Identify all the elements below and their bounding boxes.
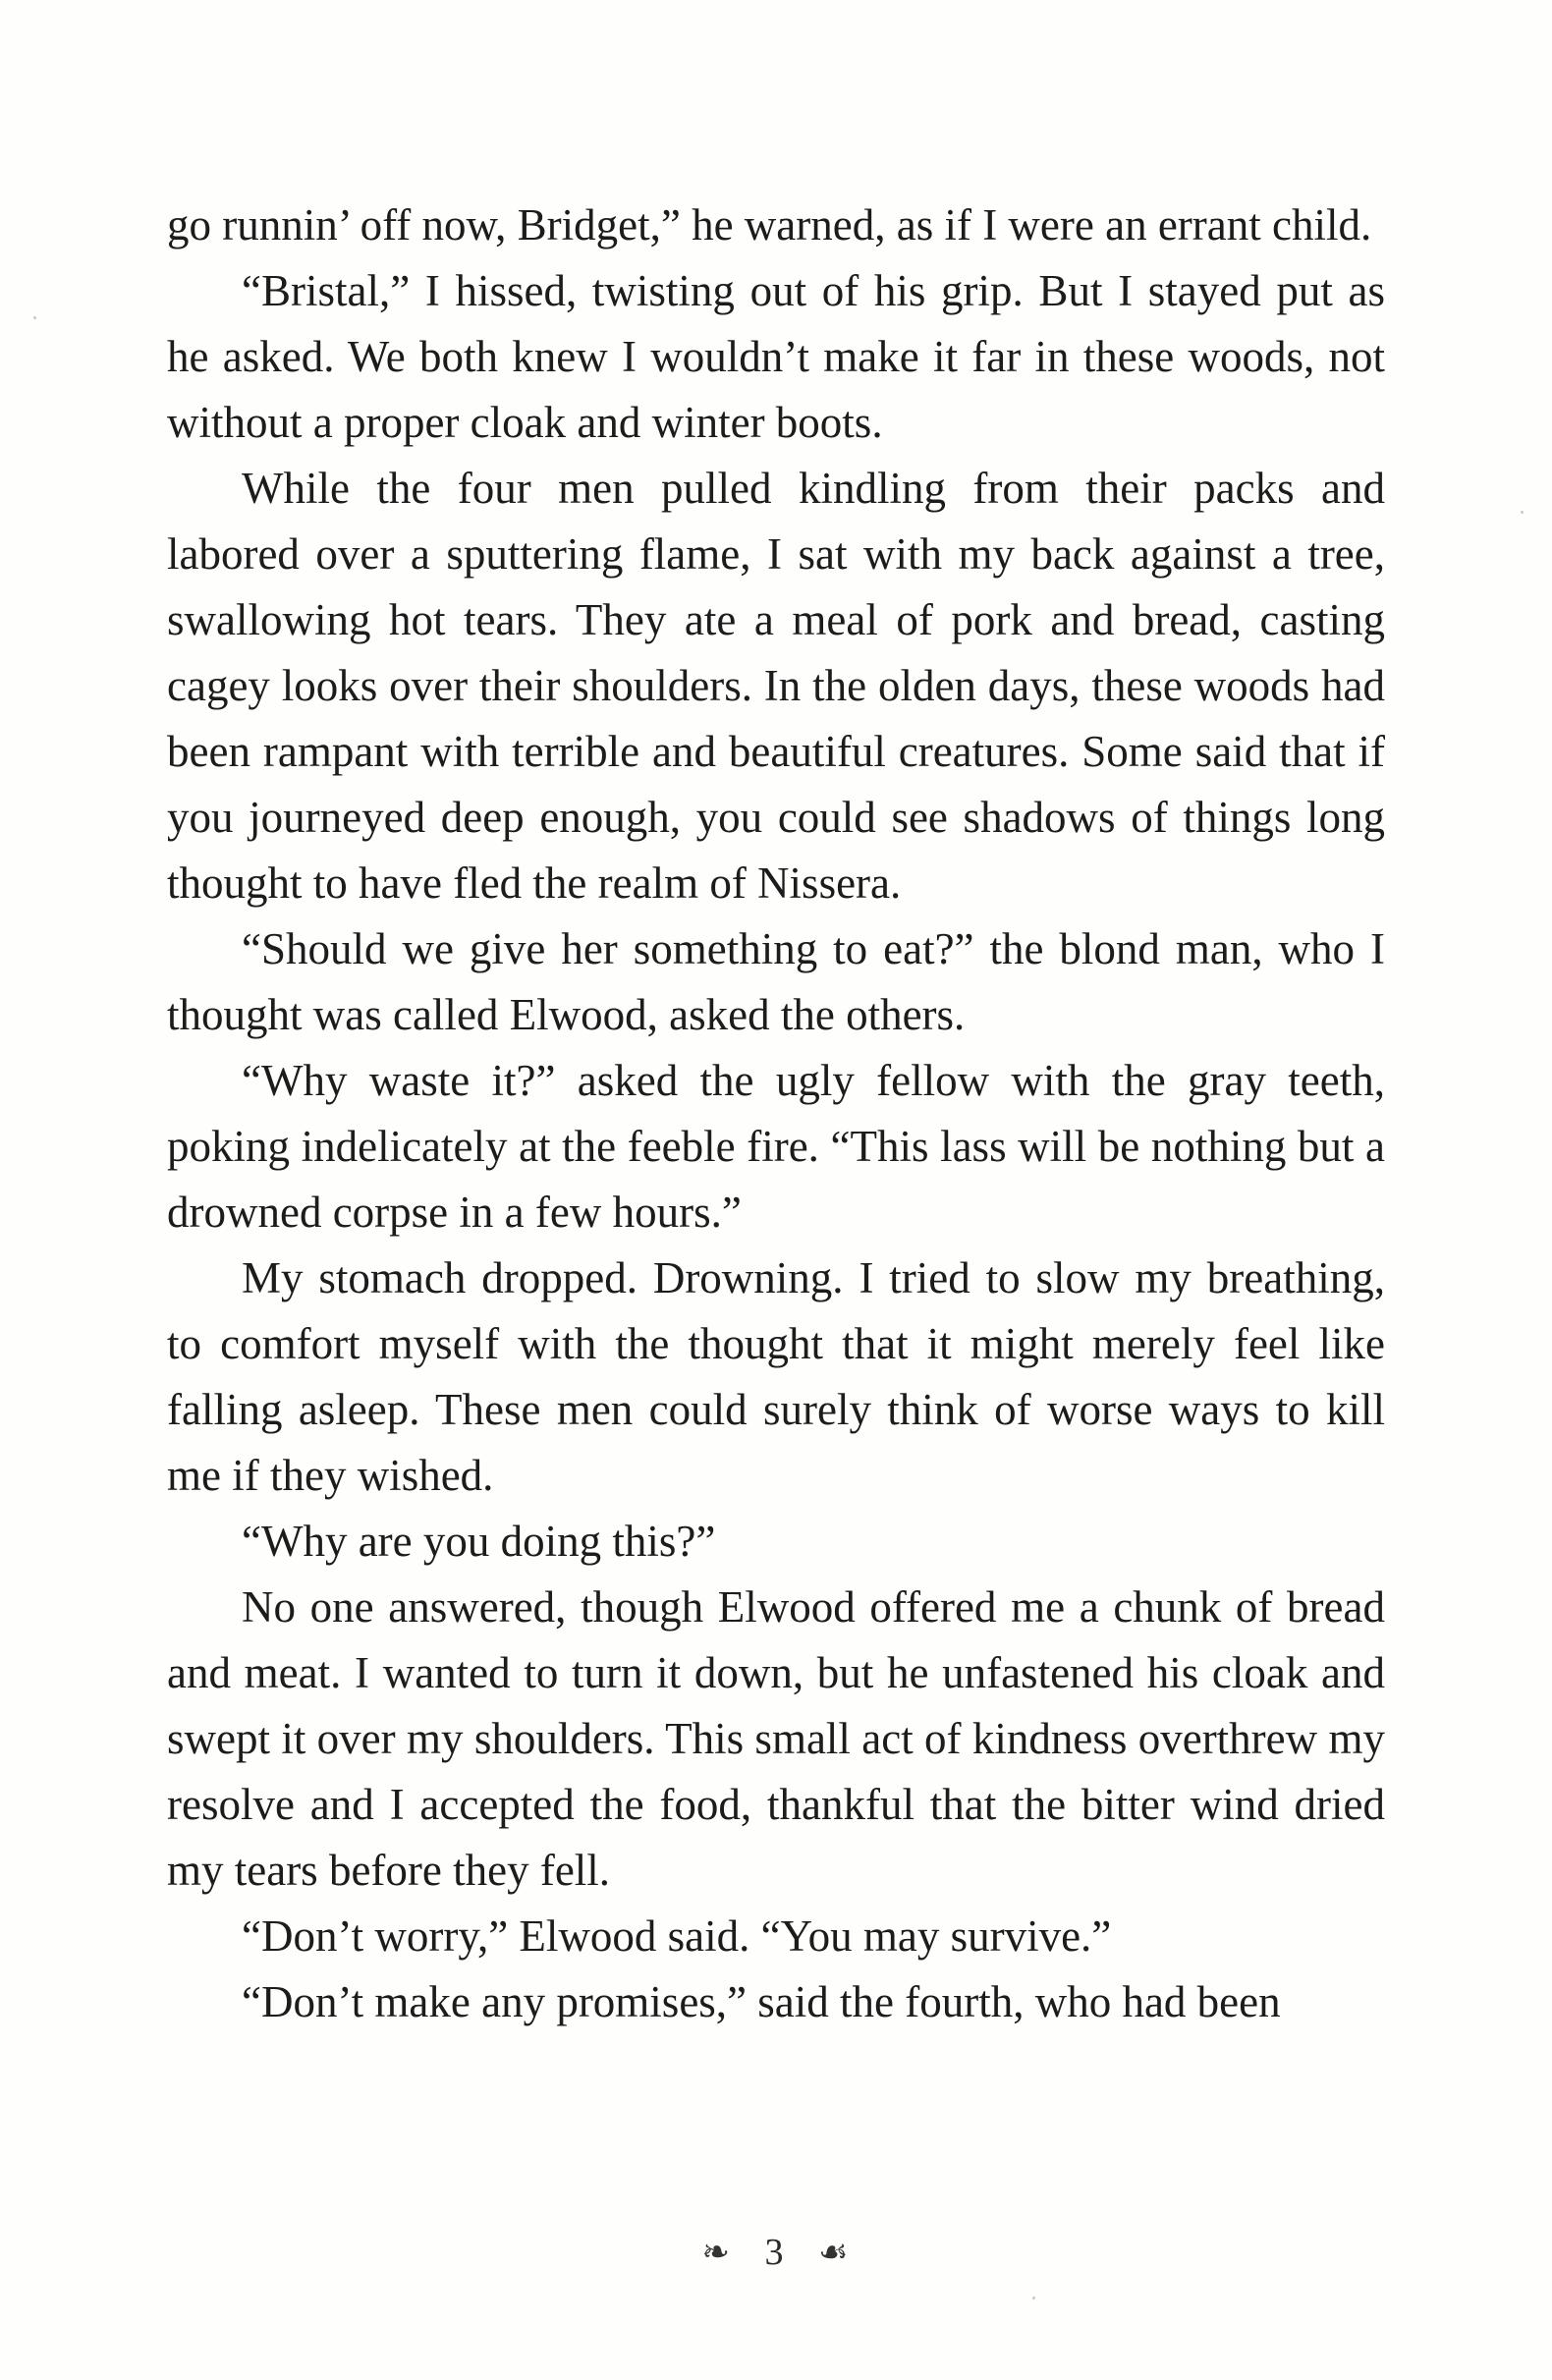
body-text <box>167 193 1385 2035</box>
paragraph: “Why are you doing this?” <box>242 1517 716 1566</box>
paper-speck <box>1521 511 1524 514</box>
paragraph: go runnin’ off now, Bridget,” he warned, as if I were an errant child. <box>167 200 1372 249</box>
paragraph: “Bristal,” I hissed, twisting out of his grip. But I stayed put as he asked. We both knew I wouldn’t make it far in these woods, not without a proper cloak and winter boots. <box>167 266 1385 447</box>
page-number: 3 <box>764 2232 786 2274</box>
paragraph: “Why waste it?” asked the ugly fellow with the gray teeth, poking indelicately at the feeble fire. “This lass will be nothing but a drowned corpse in a few hours.” <box>167 1056 1385 1237</box>
paragraph: My stomach dropped. Drowning. I tried to slow my breathing, to comfort myself with the thought that it might merely feel like falling asleep. These men could surely think of worse ways to kill me if they wished. <box>167 1253 1385 1500</box>
right-flourish-icon: ☙ <box>818 2235 851 2272</box>
paper-speck <box>33 316 36 319</box>
left-flourish-icon: ❧ <box>701 2235 732 2272</box>
paragraph: “Don’t make any promises,” said the fourth, who had been <box>242 1977 1281 2026</box>
paragraph: “Should we give her something to eat?” the blond man, who I thought was called Elwood, asked the others. <box>167 924 1385 1039</box>
page-folio <box>0 2228 1552 2274</box>
paragraph: “Don’t worry,” Elwood said. “You may survive.” <box>242 1911 1112 1961</box>
paper-speck <box>1032 2297 1035 2299</box>
paragraph: While the four men pulled kindling from their packs and labored over a sputtering flame, I sat with my back against a tree, swallowing hot tears. They ate a meal of pork and bread, casting cagey looks over their shoulders. In the olden days, these woods had been rampant with terrible and beautiful creatures. Some said that if you journeyed deep enough, you could see shadows of things long thought to have fled the realm of Nissera. <box>167 464 1385 908</box>
paragraph: No one answered, though Elwood offered me a chunk of bread and meat. I wanted to turn it down, but he unfastened his cloak and swept it over my shoulders. This small act of kindness overthrew my resolve and I accepted the food, thankful that the bitter wind dried my tears before they fell. <box>167 1582 1385 1895</box>
